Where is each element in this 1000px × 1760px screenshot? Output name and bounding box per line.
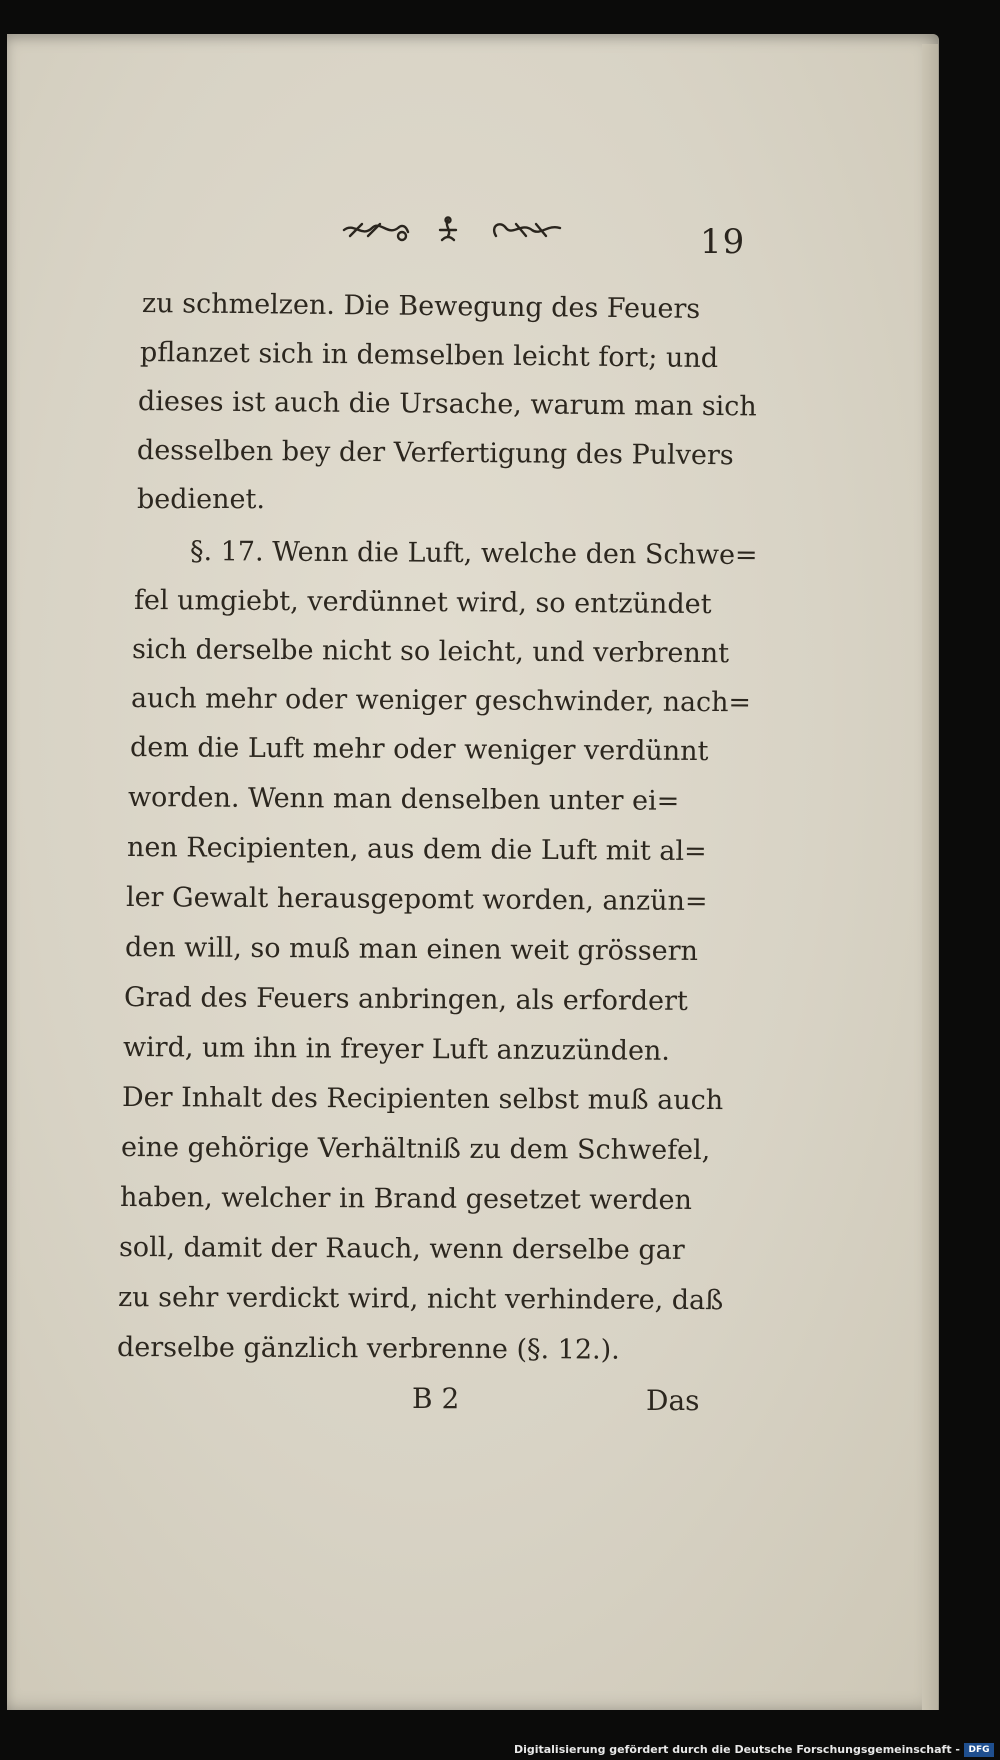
text-line: auch mehr oder weniger geschwinder, nach=: [130, 683, 752, 719]
text-line: soll, damit der Rauch, wenn derselbe gar: [118, 1232, 685, 1266]
digitization-credit: Digitalisierung gefördert durch die Deutsche Forschungsgemeinschaft -: [513, 1743, 960, 1756]
text-line: ler Gewalt herausgepomt worden, anzün=: [125, 882, 708, 918]
catchword: Das: [646, 1384, 700, 1417]
text-line: haben, welcher in Brand gesetzet werden: [119, 1182, 693, 1216]
page-number: 19: [700, 222, 746, 262]
text-line: bedienet.: [137, 484, 265, 515]
text-line: worden. Wenn man denselben unter ei=: [127, 782, 680, 817]
text-line: pflanzet sich in demselben leicht fort; und: [139, 337, 719, 375]
text-line: dieses ist auch die Ursache, warum man sich: [137, 386, 757, 423]
text-line: derselbe gänzlich verbrenne (§. 12.).: [116, 1332, 620, 1366]
text-line: nen Recipienten, aus dem die Luft mit al=: [126, 832, 707, 868]
text-line: desselben bey der Verfertigung des Pulvers: [136, 435, 734, 472]
signature-mark: B 2: [412, 1382, 460, 1415]
text-line: den will, so muß man einen weit grössern: [124, 932, 699, 967]
text-line: wird, um ihn in freyer Luft anzuzünden.: [122, 1032, 671, 1067]
text-line: Der Inhalt des Recipienten selbst muß auch: [121, 1082, 724, 1117]
text-line: sich derselbe nicht so leicht, und verbrennt: [131, 634, 730, 670]
text-line: fel umgiebt, verdünnet wird, so entzündet: [133, 585, 712, 621]
text-line: dem die Luft mehr oder weniger verdünnt: [129, 732, 709, 768]
text-line: eine gehörige Verhältniß zu dem Schwefel,: [120, 1132, 711, 1167]
page-header: [340, 210, 760, 260]
text-line: zu schmelzen. Die Bewegung des Feuers: [141, 288, 701, 325]
text-line: §. 17. Wenn die Luft, welche den Schwe=: [189, 536, 758, 571]
ornament-divider-icon: [340, 212, 570, 252]
page-edge: [922, 44, 938, 1710]
book-page: [7, 34, 939, 1710]
text-line: Grad des Feuers anbringen, als erfordert: [123, 982, 688, 1017]
dfg-logo-icon: DFG: [964, 1743, 994, 1757]
text-line: zu sehr verdickt wird, nicht verhindere, daß: [117, 1282, 724, 1317]
